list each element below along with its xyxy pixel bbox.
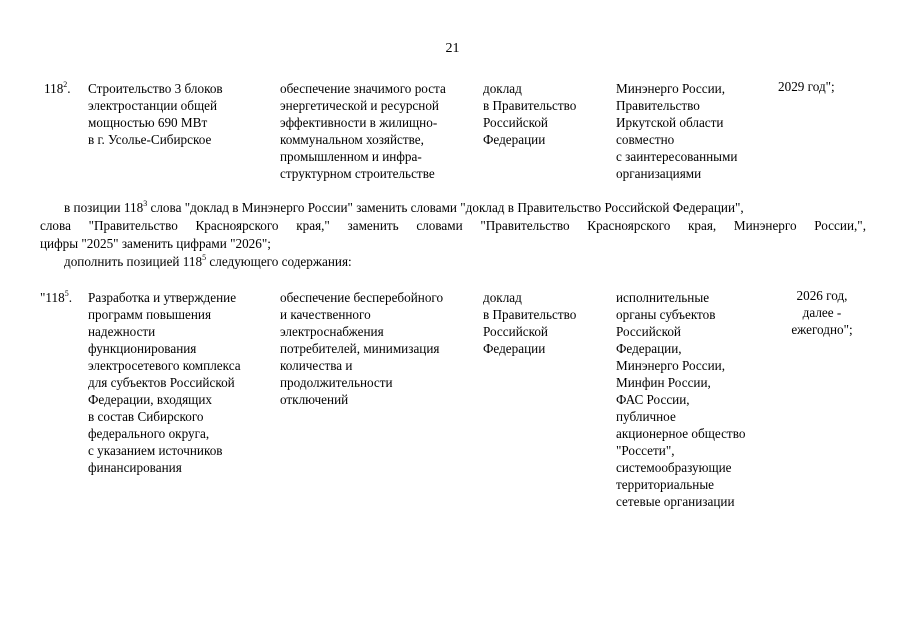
row2-position-number [40,289,72,306]
row1-name-line: электростанции общей [88,98,218,113]
page-number: 21 [445,41,460,56]
row2-report-line: доклад [483,290,522,305]
row2-name-line: в состав Сибирского [88,409,204,424]
row2-responsible-line: территориальные [616,477,715,492]
row2-name-line: финансирования [88,460,182,475]
amendment-line1-post: слова "доклад в Минэнерго России" заменить словами "доклад в Правительство Российской Федерации", [147,200,744,215]
row2-responsible-line: ФАС России, [616,392,690,407]
row1-report-line: Федерации [483,132,546,147]
row2-responsible-line: Минфин России, [616,375,711,390]
row2-deadline-line: ежегодно"; [791,322,853,337]
row1-responsible-line: совместно [616,132,675,147]
row2-report-line: Российской [483,324,548,339]
row1-measure-name [88,80,223,148]
row2-name-line: с указанием источников [88,443,223,458]
row2-num-base: "118 [40,290,65,305]
row2-responsible-line: сетевые организации [616,494,735,509]
row1-num-base: 118 [44,81,64,96]
row1-responsible-line: организациями [616,166,702,181]
amendment-line4-post: следующего содержания: [206,254,352,269]
row1-purpose-line: структурном строительстве [280,166,435,181]
amendment-line1-sup: 3 [143,199,148,208]
row2-num-tail: . [68,290,72,305]
row1-report-line: в Правительство [483,98,577,113]
row2-name-line: функционирования [88,341,197,356]
row2-responsible-line: акционерное общество [616,426,746,441]
row1-purpose-line: обеспечение значимого роста [280,81,446,96]
row1-report-form [483,80,576,148]
amendment-line-1 [64,199,866,216]
row2-responsible-line: органы субъектов [616,307,716,322]
row2-name-line: надежности [88,324,156,339]
row2-responsible-line: Минэнерго России, [616,358,726,373]
row2-deadline-line: 2026 год, [796,288,848,303]
row1-purpose-line: промышленном и инфра- [280,149,422,164]
row2-responsible-line: Российской [616,324,681,339]
row2-report-line: Федерации [483,341,546,356]
row1-responsible-line: Минэнерго России, [616,81,726,96]
row2-name-line: программ повышения [88,307,212,322]
amendment-line4-sup: 5 [202,253,207,262]
row2-purpose-line: продолжительности [280,375,393,390]
row1-purpose-line: эффективности в жилищно- [280,115,438,130]
row1-purpose-line: энергетической и ресурсной [280,98,439,113]
row2-responsible-line: Федерации, [616,341,682,356]
row2-name-line: электросетевого комплекса [88,358,241,373]
row2-deadline [776,287,868,338]
row1-purpose-line: коммунальном хозяйстве, [280,132,424,147]
row1-deadline: 2029 год"; [778,79,835,94]
amendment-line1-pre: в позиции 118 [64,200,144,215]
row1-num-sup: 2 [63,80,68,89]
row2-purpose-line: отключений [280,392,349,407]
row2-report-form [483,289,576,357]
row2-deadline-line: далее - [802,305,842,320]
row2-num-sup: 5 [64,289,69,298]
row1-position-number [44,80,71,97]
row2-responsible-line: исполнительные [616,290,710,305]
row1-name-line: мощностью 690 МВт [88,115,208,130]
row2-report-line: в Правительство [483,307,577,322]
row2-responsible-line: "Россети", [616,443,675,458]
row2-purpose-line: и качественного [280,307,371,322]
row2-purpose-line: электроснабжения [280,324,384,339]
amendment-line4-pre: дополнить позицией 118 [64,254,203,269]
row2-measure-name [88,289,241,476]
row2-responsible [616,289,745,510]
amendment-line-2: слова "Правительство Красноярского края," заменить словами "Правительство Красноярского края, Минэнерго России,", [40,218,866,233]
row1-responsible [616,80,737,182]
row2-responsible-line: публичное [616,409,676,424]
row2-name-line: федерального округа, [88,426,210,441]
row2-name-line: для субъектов Российской [88,375,235,390]
amendment-line-4 [64,253,866,270]
row1-responsible-line: Иркутской области [616,115,724,130]
row1-name-line: в г. Усолье-Сибирское [88,132,212,147]
row2-name-line: Федерации, входящих [88,392,212,407]
row2-responsible-line: системообразующие [616,460,732,475]
row1-name-line: Строительство 3 блоков [88,81,223,96]
row1-report-line: Российской [483,115,548,130]
row1-purpose [280,80,446,182]
row1-responsible-line: Правительство [616,98,700,113]
amendment-line-3: цифры "2025" заменить цифрами "2026"; [40,236,271,251]
row1-report-line: доклад [483,81,522,96]
row1-num-tail: . [67,81,71,96]
row2-purpose [280,289,443,408]
row2-purpose-line: количества и [280,358,353,373]
row1-responsible-line: с заинтересованными [616,149,738,164]
row2-name-line: Разработка и утверждение [88,290,237,305]
row2-purpose-line: потребителей, минимизация [280,341,440,356]
row2-purpose-line: обеспечение бесперебойного [280,290,444,305]
